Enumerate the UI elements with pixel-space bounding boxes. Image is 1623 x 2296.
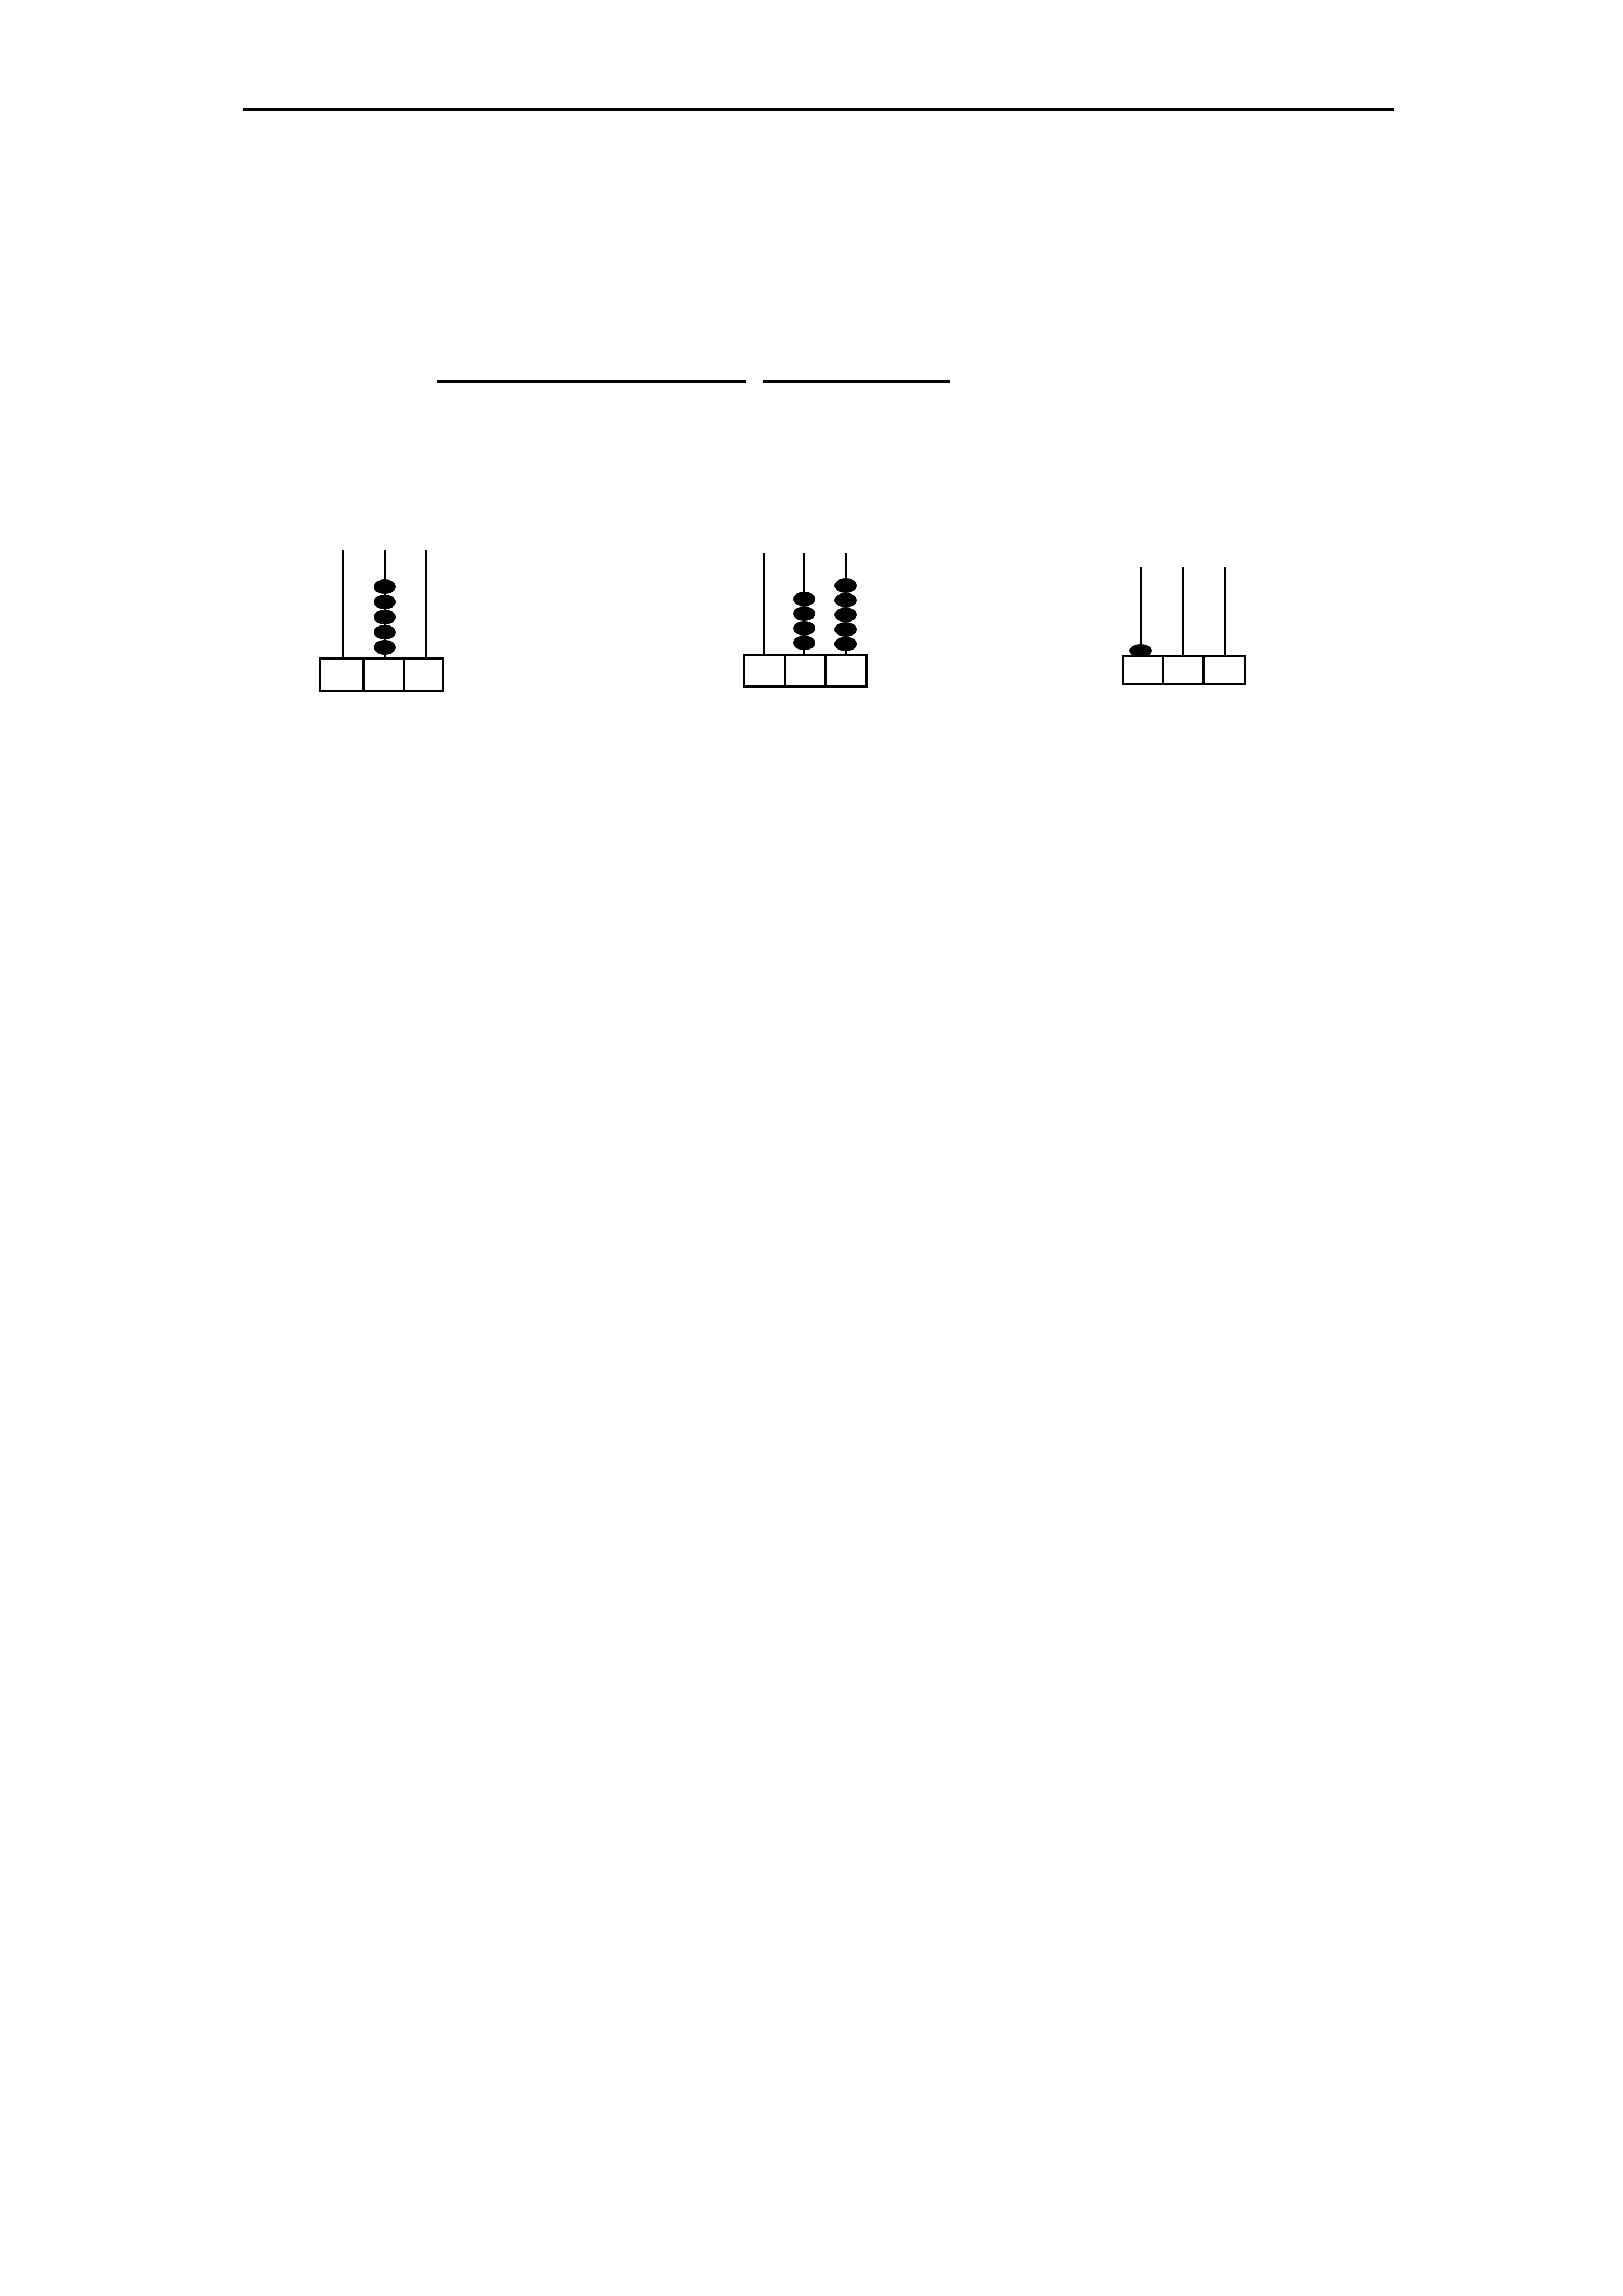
bead	[793, 636, 815, 650]
name-blank	[562, 380, 746, 383]
header-row	[419, 331, 950, 387]
bead	[374, 625, 396, 639]
bead	[374, 640, 396, 655]
abacus-3	[1123, 567, 1245, 684]
bead	[834, 608, 857, 622]
abacus-figures	[0, 539, 1623, 763]
bead	[834, 578, 857, 593]
bead	[834, 622, 857, 637]
score-blank	[763, 380, 950, 383]
bead	[374, 579, 396, 594]
bead	[793, 606, 815, 621]
class-blank	[437, 380, 562, 383]
bead	[374, 610, 396, 624]
bead	[834, 593, 857, 608]
abacus-2	[744, 553, 866, 687]
bead	[374, 595, 396, 609]
abacus-1	[320, 550, 443, 691]
top-rule	[243, 108, 1394, 111]
bead	[793, 592, 815, 606]
bead	[793, 621, 815, 636]
bead	[834, 637, 857, 651]
